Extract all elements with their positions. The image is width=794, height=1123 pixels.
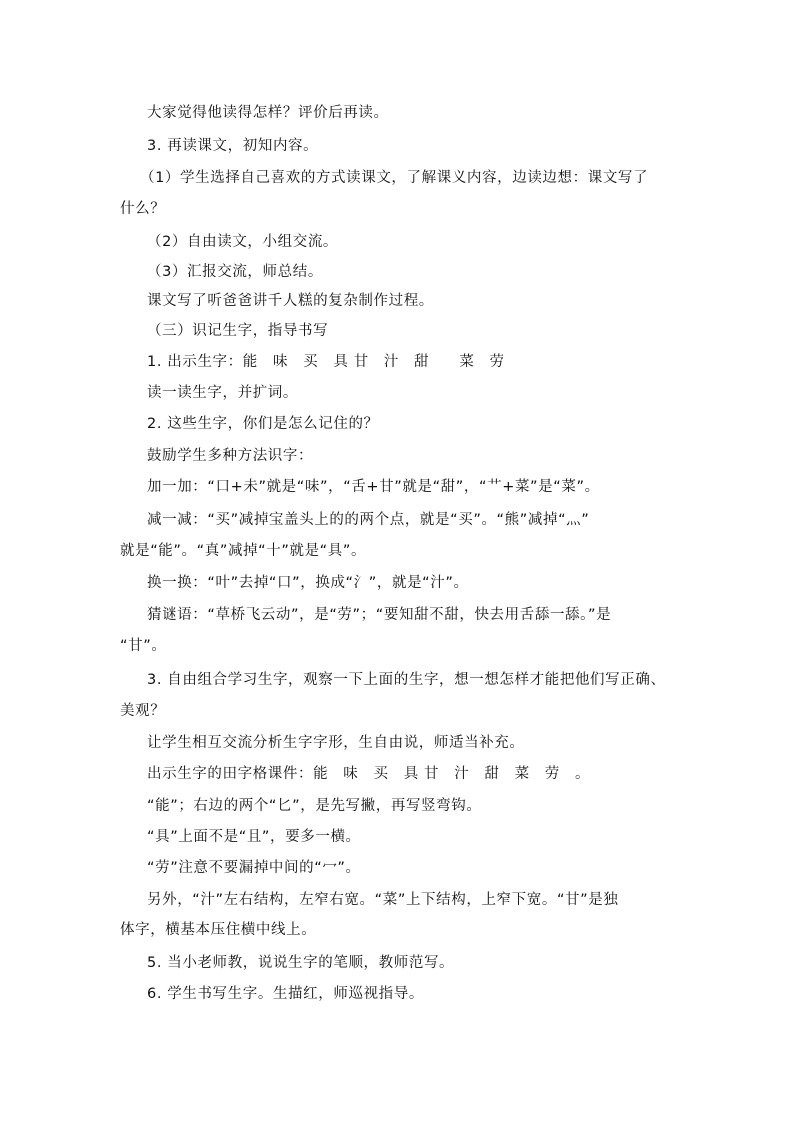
- section-heading: （三）识记生字，指导书写: [147, 323, 329, 339]
- paragraph-line: 减一减：“买”减掉宝盖头上的的两个点，就是“买”。“熊”减掉“灬”: [147, 512, 590, 528]
- paragraph-line: 3. 自由组合学习生字，观察一下上面的生字，想一想怎样才能把他们写正确、: [147, 672, 666, 688]
- paragraph-line: 3. 再读课文，初知内容。: [147, 138, 319, 154]
- paragraph-line: 1. 出示生字：能 味 买 具 甘 汁 甜 菜 劳: [147, 354, 505, 370]
- paragraph-line: （2）自由读文，小组交流。: [147, 234, 339, 250]
- paragraph-line: 2. 这些生字，你们是怎么记住的？: [147, 416, 379, 432]
- paragraph-line: 鼓励学生多种方法识字：: [147, 448, 314, 464]
- paragraph-line: 6. 学生书写生字。生描红，师巡视指导。: [147, 986, 424, 1002]
- paragraph-line: 出示生字的田字格课件：能 味 买 具 甘 汁 甜 菜 劳 。: [147, 766, 591, 782]
- paragraph-line: 猜谜语：“草桥飞云动”，是“劳”；“要知甜不甜，快去用舌舔一舔。”是: [147, 607, 612, 623]
- paragraph-line: 加一加：“口+未”就是“味”，“舌+甘”就是“甜”，“艹+菜”是“菜”。: [147, 479, 600, 495]
- paragraph-line: 就是“能”。“真”减掉“十”就是“具”。: [120, 543, 367, 559]
- paragraph-line: 什么？: [120, 201, 166, 217]
- paragraph-line: “劳”注意不要漏掉中间的“冖”。: [147, 860, 361, 876]
- paragraph-line: 5. 当小老师教，说说生字的笔顺，教师范写。: [147, 955, 455, 971]
- paragraph-line: “具”上面不是“且”，要多一横。: [147, 829, 361, 845]
- paragraph-line: 另外，“汁”左右结构，左窄右宽。“菜”上下结构，上窄下宽。“甘”是独: [147, 892, 619, 908]
- paragraph-line: （3）汇报交流，师总结。: [147, 264, 323, 280]
- paragraph-line: （1）学生选择自己喜欢的方式读课文，了解课义内容，边读边想：课文写了: [140, 170, 649, 186]
- paragraph-line: 课文写了听爸爸讲千人糕的复杂制作过程。: [147, 293, 434, 309]
- paragraph-line: 让学生相互交流分析生字字形，生自由说，师适当补充。: [147, 735, 525, 751]
- paragraph-line: “甘”。: [120, 638, 167, 654]
- paragraph-line: 读一读生字，并扩词。: [147, 385, 298, 401]
- paragraph-line: 美观？: [120, 703, 166, 719]
- paragraph-line: 换一换：“叶”去掉“口”，换成“氵”，就是“汁”。: [147, 575, 469, 591]
- paragraph-line: 体字，横基本压住横中线上。: [120, 922, 317, 938]
- paragraph-line: “能”；右边的两个“匕”，是先写撇，再写竖弯钩。: [147, 798, 482, 814]
- paragraph-line: 大家觉得他读得怎样？评价后再读。: [147, 105, 389, 121]
